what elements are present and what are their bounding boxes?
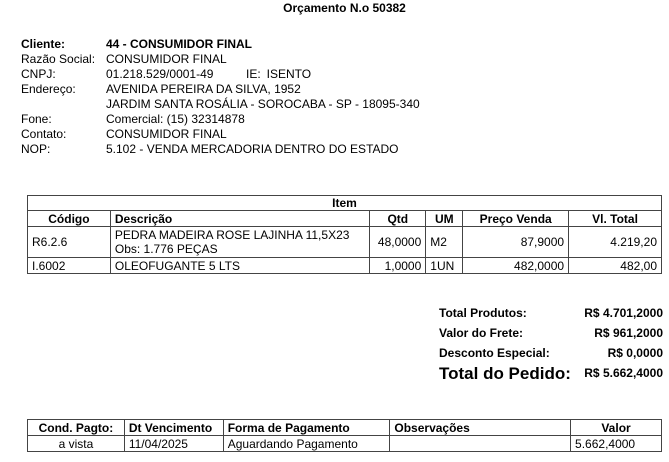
frete-row xyxy=(439,326,663,346)
document-title: Orçamento N.o 50382 xyxy=(283,1,406,15)
ie-label: IE: xyxy=(246,67,261,81)
razao-value: CONSUMIDOR FINAL xyxy=(106,52,227,66)
item-qtd: 1,0000 xyxy=(370,258,426,274)
items-caption: Item xyxy=(28,196,662,211)
pay-venc: 11/04/2025 xyxy=(124,436,223,452)
item-qtd: 48,0000 xyxy=(370,227,426,258)
table-row xyxy=(28,227,662,258)
item-obs: Obs: 1.776 PEÇAS xyxy=(114,242,218,256)
pay-obs xyxy=(390,436,571,452)
col-valor: Valor xyxy=(571,420,662,436)
total-produtos-row xyxy=(439,306,663,326)
table-row xyxy=(28,258,662,274)
col-dt-vencimento: Dt Vencimento xyxy=(124,420,223,436)
endereco-label: Endereço: xyxy=(21,82,76,96)
desconto-label: Desconto Especial: xyxy=(439,346,550,360)
item-descricao: OLEOFUGANTE 5 LTS xyxy=(110,258,369,274)
items-table xyxy=(27,195,662,274)
fone-value: Comercial: (15) 32314878 xyxy=(106,112,245,126)
table-row xyxy=(28,436,662,452)
items-header-row xyxy=(28,211,662,227)
contato-value: CONSUMIDOR FINAL xyxy=(106,127,227,141)
col-total: Vl. Total xyxy=(569,211,662,227)
item-descricao-cell xyxy=(110,227,369,258)
item-um: M2 xyxy=(426,227,463,258)
col-cond-pagto: Cond. Pagto: xyxy=(28,420,125,436)
razao-label: Razão Social: xyxy=(21,52,96,66)
contato-label: Contato: xyxy=(21,127,67,141)
ie-value: ISENTO xyxy=(266,67,312,81)
item-descricao: PEDRA MADEIRA ROSE LAJINHA 11,5X23 xyxy=(114,228,350,242)
total-pedido-label: Total do Pedido: xyxy=(439,364,571,383)
frete-value: R$ 961,2000 xyxy=(594,326,663,340)
total-produtos-label: Total Produtos: xyxy=(439,306,527,320)
ie-field xyxy=(246,67,311,82)
col-qtd: Qtd xyxy=(370,211,426,227)
col-descricao: Descrição xyxy=(110,211,369,227)
col-preco: Preço Venda xyxy=(463,211,569,227)
cnpj-value: 01.218.529/0001-49 xyxy=(106,67,214,81)
item-um: 1UN xyxy=(426,258,463,274)
item-total: 482,00 xyxy=(569,258,662,274)
col-observacoes: Observações xyxy=(390,420,571,436)
pay-valor: 5.662,4000 xyxy=(571,436,662,452)
col-forma-pagamento: Forma de Pagamento xyxy=(223,420,390,436)
total-pedido-row xyxy=(439,366,663,386)
item-total: 4.219,20 xyxy=(569,227,662,258)
col-codigo: Código xyxy=(28,211,111,227)
pay-forma: Aguardando Pagamento xyxy=(223,436,390,452)
item-preco: 87,9000 xyxy=(463,227,569,258)
item-preco: 482,0000 xyxy=(463,258,569,274)
totals-block xyxy=(439,306,663,386)
fone-label: Fone: xyxy=(21,112,52,126)
total-pedido-value: R$ 5.662,4000 xyxy=(584,366,663,380)
col-um: UM xyxy=(426,211,463,227)
item-codigo: I.6002 xyxy=(28,258,111,274)
cliente-value: 44 - CONSUMIDOR FINAL xyxy=(106,37,253,51)
cliente-label: Cliente: xyxy=(21,37,66,51)
endereco-line2: JARDIM SANTA ROSÁLIA - SOROCABA - SP - 18095-340 xyxy=(106,97,420,111)
pay-cond: a vista xyxy=(28,436,125,452)
nop-value: 5.102 - VENDA MERCADORIA DENTRO DO ESTADO xyxy=(106,142,399,156)
payment-header-row xyxy=(28,420,662,436)
item-codigo: R6.2.6 xyxy=(28,227,111,258)
payment-table xyxy=(27,419,662,452)
frete-label: Valor do Frete: xyxy=(439,326,524,340)
endereco-line1: AVENIDA PEREIRA DA SILVA, 1952 xyxy=(106,82,301,96)
total-produtos-value: R$ 4.701,2000 xyxy=(584,306,663,320)
nop-label: NOP: xyxy=(21,142,51,156)
desconto-value: R$ 0,0000 xyxy=(607,346,663,360)
cnpj-label: CNPJ: xyxy=(21,67,56,81)
desconto-row xyxy=(439,346,663,366)
